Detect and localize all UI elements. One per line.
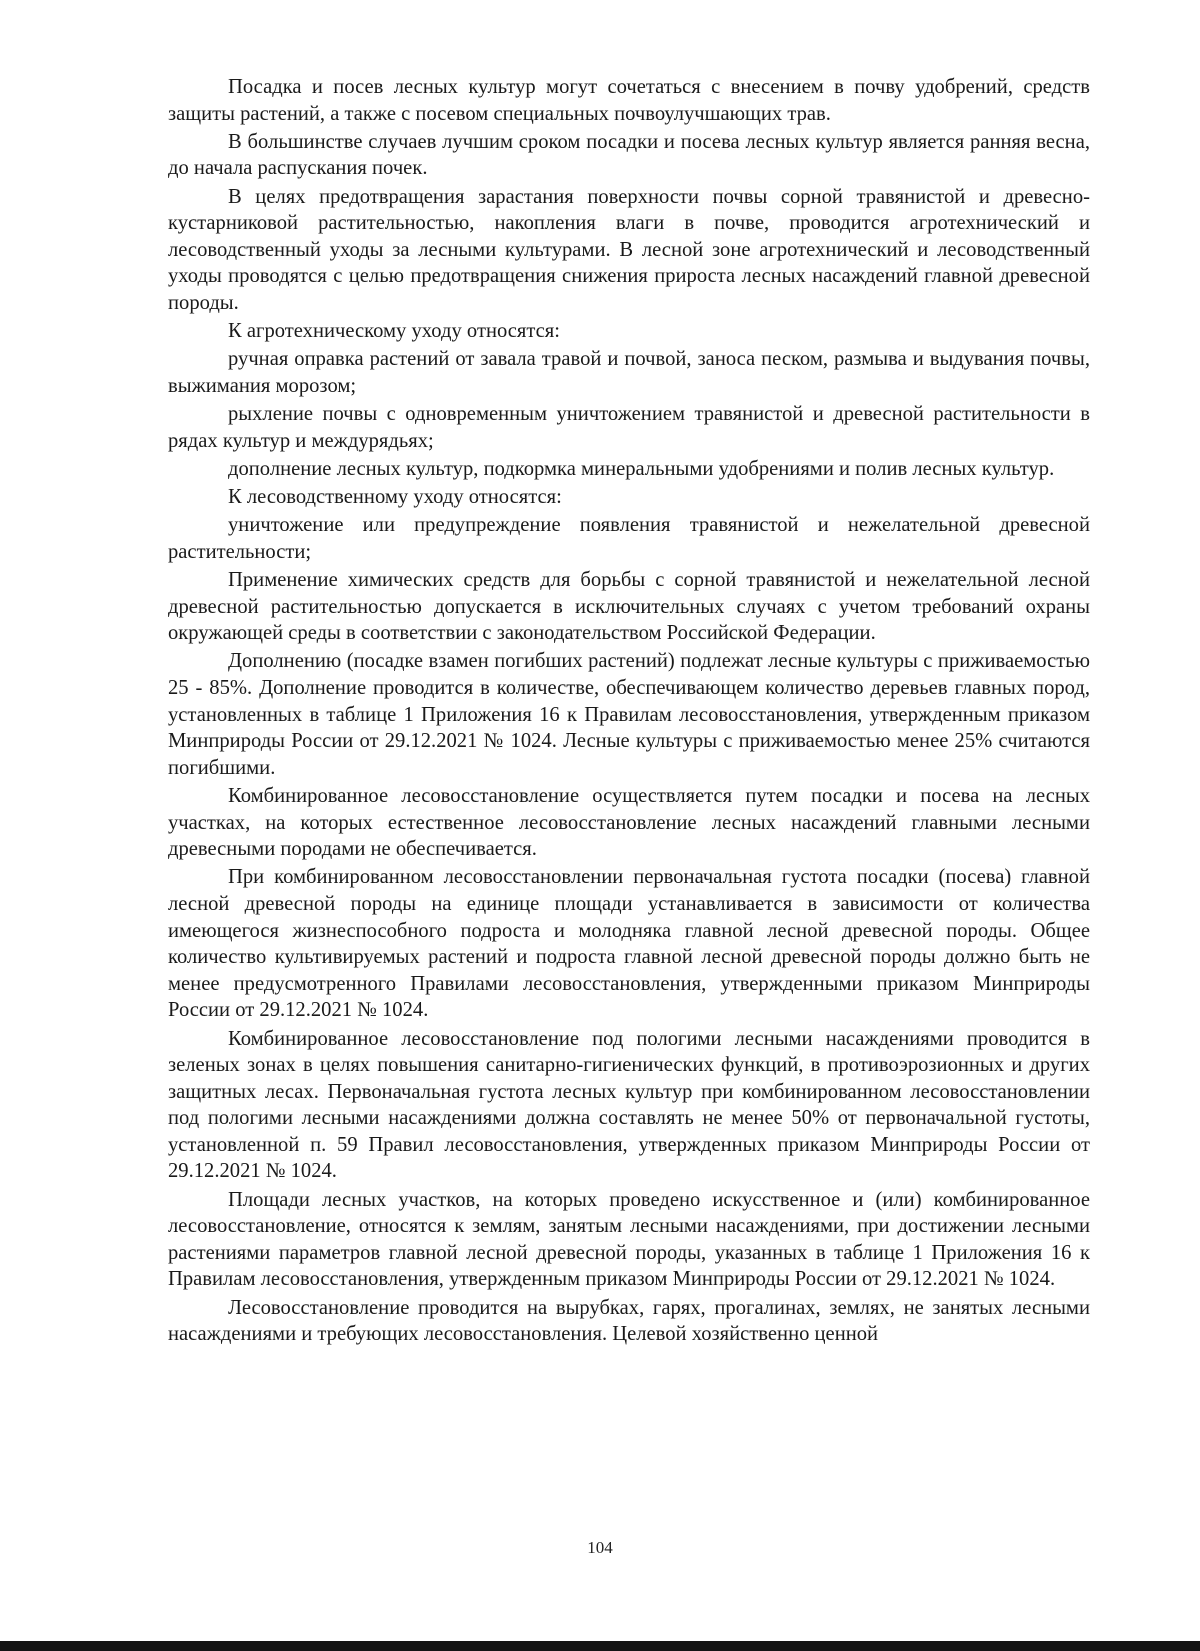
paragraph-combined-reforestation: Комбинированное лесовосстановление осуществляется путем посадки и посева на лесных участках, на которых естественное лесовосстановление лесных насаждений главными лесными древесными породами не обеспечивается. [168, 784, 1090, 861]
paragraph-care-purpose: В целях предотвращения зарастания поверхности почвы сорной травянистой и древесно-кустарниковой растительностью, накопления влаги в почве, проводится агротехнический и лесоводственный уходы за лесными культурами. В лесной зоне агротехнический и лесоводственный уходы проводятся с целью предотвращения снижения прироста лесных насаждений главной древесной породы. [168, 185, 1090, 314]
paragraph-vegetation-removal: уничтожение или предупреждение появления травянистой и нежелательной древесной растительности; [168, 514, 1090, 563]
scan-bottom-edge [0, 1641, 1200, 1651]
paragraph-chemical-means: Применение химических средств для борьбы с сорной травянистой и нежелательной лесной древесной растительностью допускается в исключительных случаях с учетом требований охраны окружающей среды в соответствии с законодательством Российской Федерации. [168, 569, 1090, 645]
paragraph-planting-fertilizers: Посадка и посев лесных культур могут сочетаться с внесением в почву удобрений, средств защиты растений, а также с посевом специальных почвоулучшающих трав. [168, 76, 1090, 125]
paragraph-combined-density: При комбинированном лесовосстановлении первоначальная густота посадки (посева) главной лесной древесной породы на единице площади устанавливается в зависимости от количества имеющегося жизнеспособного подроста и молодняка главной лесной древесной породы. Общее количество культивируемых растений и подроста главной лесной древесной породы должно быть не менее предусмотренного Правилами лесовосстановления, утвержденными приказом Минприроды России от 29.12.2021 № 1024. [168, 866, 1090, 1022]
paragraph-replanting: Дополнению (посадке взамен погибших растений) подлежат лесные культуры с приживаемостью 25 - 85%. Дополнение проводится в количестве, обеспечивающем количество деревьев главных пород, установленных в таблице 1 Приложения 16 к Правилам лесовосстановления, утвержденным приказом Минприроды России от 29.12.2021 № 1024. Лесные культуры с приживаемостью менее 25% считаются погибшими. [168, 650, 1090, 779]
page-number: 104 [587, 1538, 613, 1557]
document-body [168, 74, 1090, 1349]
paragraph-supplementation: дополнение лесных культур, подкормка минеральными удобрениями и полив лесных культур. [228, 457, 1055, 480]
paragraph-agrotechnical-heading: К агротехническому уходу относятся: [228, 320, 560, 343]
paragraph-reforestation-sites: Лесовосстановление проводится на вырубках, гарях, прогалинах, землях, не занятых лесными насаждениями и требующих лесовосстановления. Целевой хозяйственно ценной [168, 1296, 1090, 1346]
paragraph-soil-loosening: рыхление почвы с одновременным уничтожением травянистой и древесной растительности в рядах культур и междурядьях; [168, 403, 1090, 452]
paragraph-under-canopy: Комбинированное лесовосстановление под пологими лесными насаждениями проводится в зеленых зонах в целях повышения санитарно-гигиенических функций, в противоэрозионных и других защитных лесах. Первоначальная густота лесных культур при комбинированном лесовосстановлении под пологими лесными насаждениями должна составлять не менее 50% от первоначальной густоты, установленной п. 59 Правил лесовосстановления, утвержденных приказом Минприроды России от 29.12.2021 № 1024. [168, 1027, 1090, 1183]
paragraph-planting-season: В большинстве случаев лучшим сроком посадки и посева лесных культур является ранняя весна, до начала распускания почек. [168, 130, 1090, 180]
paragraph-silvicultural-heading: К лесоводственному уходу относятся: [228, 486, 562, 509]
paragraph-manual-straightening: ручная оправка растений от завала травой и почвой, заноса песком, размыва и выдувания почвы, выжимания морозом; [168, 348, 1090, 397]
paragraph-land-areas: Площади лесных участков, на которых проведено искусственное и (или) комбинированное лесовосстановление, относятся к землям, занятым лесными насаждениями, при достижении лесными растениями параметров главной лесной древесной породы, указанных в таблице 1 Приложения 16 к Правилам лесовосстановления, утвержденным приказом Минприроды России от 29.12.2021 № 1024. [168, 1188, 1090, 1291]
